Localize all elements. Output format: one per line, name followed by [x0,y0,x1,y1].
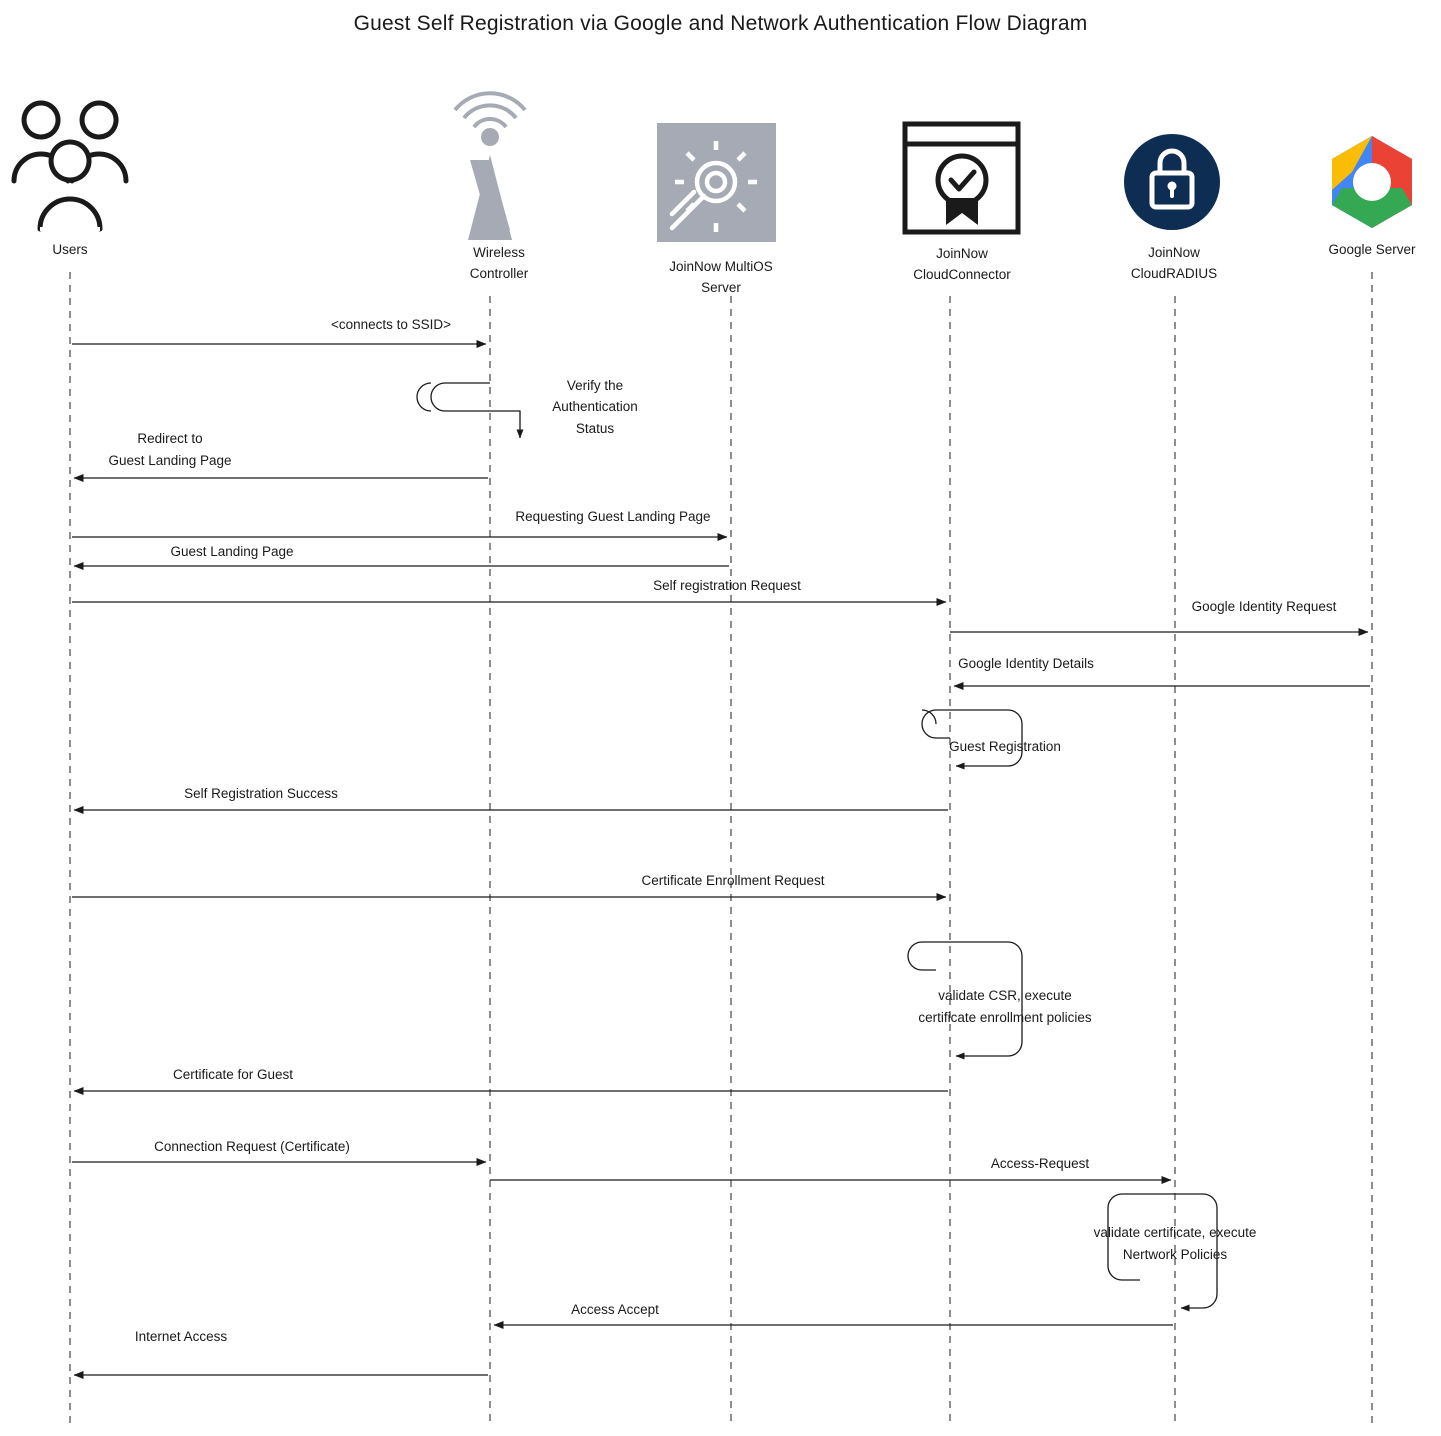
message-label-m10: Self Registration Success [184,786,338,801]
google-cloud-icon [1332,136,1412,228]
page-title: Guest Self Registration via Google and Network Authentication Flow Diagram [353,12,1088,35]
message-label-m3-line2: Guest Landing Page [108,453,232,468]
message-selfloop-m9 [950,710,1022,766]
actor-label-cloudconnector: JoinNow [936,246,988,261]
message-label-m8: Google Identity Details [958,656,1094,671]
svg-text:Controller: Controller [469,266,529,281]
message-label-m2-line2: Authentication [552,399,638,414]
message-label-m1: <connects to SSID> [330,317,452,332]
gear-server-icon [657,123,776,242]
message-label-m15: Access-Request [990,1156,1090,1171]
actor-label-cloudradius: JoinNow [1148,245,1200,260]
wireless-antenna-icon [455,93,525,240]
message-label-m16-line2: Nertwork Policies [1122,1247,1228,1262]
message-label-m2-line3: Status [575,421,615,436]
message-label-m16-line1: validate certificate, execute [1093,1225,1257,1240]
message-label-m3-line1: Redirect to [137,431,203,446]
message-label-m18: Internet Access [134,1329,228,1344]
svg-text:Server: Server [701,280,741,295]
message-label-m12-line2: certificate enrollment policies [918,1010,1092,1025]
actor-label-multios-server: JoinNow MultiOS [669,259,773,274]
users-group-icon [14,103,126,229]
message-label-m12-line1: validate CSR, execute [938,988,1072,1003]
lock-circle-icon [1124,134,1220,230]
message-label-m14: Connection Request (Certificate) [154,1139,350,1154]
message-label-m7: Google Identity Request [1191,599,1337,614]
message-label-m2-line1: Verify the [566,378,624,393]
svg-text:CloudRADIUS: CloudRADIUS [1130,266,1218,281]
actor-label-wireless-controller: Wireless [473,245,525,260]
message-label-m9: Guest Registration [949,739,1061,754]
actor-label-users: Users [52,242,88,257]
svg-text:CloudConnector: CloudConnector [913,267,1011,282]
message-label-m6: Self registration Request [653,578,801,593]
message-label-m4: Requesting Guest Landing Page [515,509,711,524]
message-label-m5: Guest Landing Page [170,544,294,559]
message-selfloop-m2 [431,383,520,438]
message-label-m11: Certificate Enrollment Request [641,873,825,888]
message-label-m13: Certificate for Guest [172,1067,294,1082]
message-label-m17: Access Accept [571,1302,659,1317]
browser-check-icon [905,124,1018,232]
actor-label-google-server: Google Server [1328,242,1416,257]
